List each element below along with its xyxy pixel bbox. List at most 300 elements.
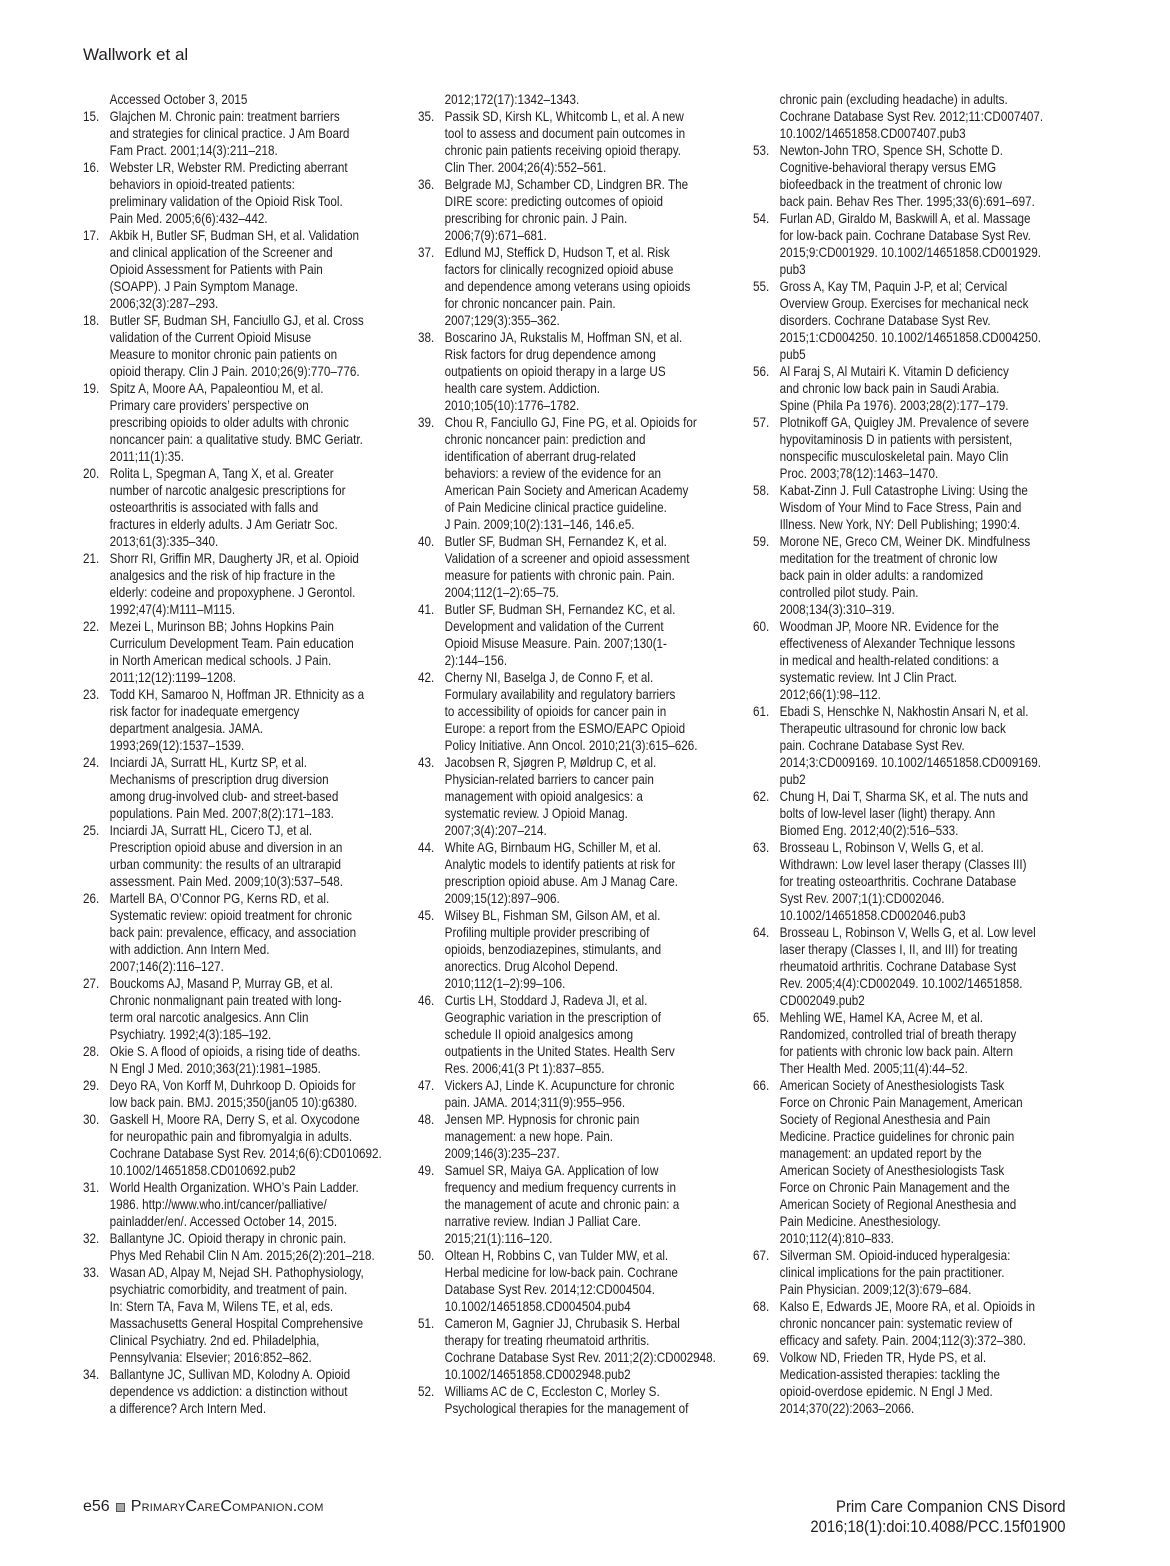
reference-text-line: Akbik H, Butler SF, Budman SH, et al. Validation [109,228,359,243]
reference-text-line: Jensen MP. Hypnosis for chronic pain [444,1112,640,1127]
reference-number: 58. [753,483,770,498]
reference-text-line: Silverman SM. Opioid-induced hyperalgesia: [779,1248,1011,1263]
reference-item [753,414,1080,482]
reference-text-line: Spine (Phila Pa 1976). 2003;28(2):177–179. [779,398,1009,413]
reference-item [83,1366,410,1417]
reference-number: 38. [418,330,435,345]
reference-text-line: Chou R, Fanciullo GJ, Fine PG, et al. Opioids for [444,415,697,430]
reference-number: 67. [753,1248,770,1263]
reference-text-line: CD002049.pub2 [779,993,865,1008]
reference-number: 68. [753,1299,770,1314]
reference-item [418,108,745,176]
reference-text-line: 10.1002/14651858.CD010692.pub2 [109,1163,296,1178]
reference-text-line: J Pain. 2009;10(2):131–146, 146.e5. [444,517,635,532]
reference-text-line: controlled pilot study. Pain. [779,585,919,600]
reference-text-line: 2006;7(9):671–681. [444,228,547,243]
reference-text-line: 2009;146(3):235–237. [444,1146,560,1161]
reference-number: 56. [753,364,770,379]
reference-text-line: 2010;112(4):810–833. [779,1231,894,1246]
reference-text-line: painladder/en/. Accessed October 14, 2015. [109,1214,338,1229]
reference-text-line: Analytic models to identify patients at risk for [444,857,676,872]
reference-item [418,414,745,533]
reference-text-line: department analgesia. JAMA. [109,721,264,736]
reference-text-line: 2007;3(4):207–214. [444,823,547,838]
reference-text-line: Overview Group. Exercises for mechanical neck [779,296,1029,311]
reference-text-line: chronic noncancer pain: systematic review of [779,1316,1013,1331]
reference-text-line: Wisdom of Your Mind to Face Stress, Pain and [779,500,1022,515]
reference-item [753,210,1080,278]
reference-text-line: hypovitaminosis D in patients with persistent, [779,432,1013,447]
reference-number: 29. [83,1078,100,1093]
reference-text-line: American Society of Regional Anesthesia and [779,1197,1017,1212]
reference-text-line: Accessed October 3, 2015 [109,92,248,107]
reference-text-line: Society of Regional Anesthesia and Pain [779,1112,991,1127]
reference-text-line: narrative review. Indian J Palliat Care. [444,1214,641,1229]
reference-text-line: Fam Pract. 2001;14(3):211–218. [109,143,278,158]
reference-text-line: preliminary validation of the Opioid Risk Tool. [109,194,343,209]
reference-item [753,142,1080,210]
reference-number: 54. [753,211,770,226]
reference-text-line: Validation of a screener and opioid assessment [444,551,690,566]
reference-number: 65. [753,1010,770,1025]
reference-text-line: Wilsey BL, Fishman SM, Gilson AM, et al. [444,908,661,923]
reference-text-line: Pain Physician. 2009;12(3):679–684. [779,1282,972,1297]
reference-text-line: number of narcotic analgesic prescriptions for [109,483,346,498]
reference-text-line: Development and validation of the Current [444,619,664,634]
reference-text-line: Chung H, Dai T, Sharma SK, et al. The nuts and [779,789,1029,804]
reference-text-line: and strategies for clinical practice. J Am Board [109,126,350,141]
reference-text-line: 2012;172(17):1342–1343. [444,92,580,107]
reference-text-line: disorders. Cochrane Database Syst Rev. [779,313,991,328]
reference-text-line: Oltean H, Robbins C, van Tulder MW, et al. [444,1248,669,1263]
reference-text-line: Okie S. A flood of opioids, a rising tide of deaths. [109,1044,361,1059]
reference-text-line: psychiatric comorbidity, and treatment of pain. [109,1282,348,1297]
reference-text-line: for neuropathic pain and fibromyalgia in adults. [109,1129,353,1144]
reference-text-line: assessment. Pain Med. 2009;10(3):537–548. [109,874,343,889]
reference-text-line: Massachusetts General Hospital Comprehensive [109,1316,364,1331]
reference-number: 37. [418,245,435,260]
reference-text-line: management with opioid analgesics: a [444,789,643,804]
reference-text-line: Illness. New York, NY: Dell Publishing; 1990:4. [779,517,1021,532]
reference-text-line: Inciardi JA, Surratt HL, Cicero TJ, et al. [109,823,313,838]
reference-text-line: Bouckoms AJ, Masand P, Murray GB, et al. [109,976,333,991]
reference-number: 52. [418,1384,435,1399]
reference-text-line: management: an updated report by the [779,1146,982,1161]
reference-text-line: pain. JAMA. 2014;311(9):955–956. [444,1095,626,1110]
reference-number: 60. [753,619,770,634]
reference-text-line: opioids, benzodiazepines, stimulants, and [444,942,662,957]
reference-text-line: laser therapy (Classes I, II, and III) for treating [779,942,1018,957]
reference-number: 64. [753,925,770,940]
reference-text-line: Geographic variation in the prescription of [444,1010,662,1025]
reference-text-line: Phys Med Rehabil Clin N Am. 2015;26(2):201–218. [109,1248,375,1263]
reference-text-line: Shorr RI, Griffin MR, Daugherty JR, et al. Opioid [109,551,359,566]
reference-item [83,227,410,312]
reference-text-line: Cognitive-behavioral therapy versus EMG [779,160,997,175]
reference-text-line: Edlund MJ, Steffick D, Hudson T, et al. Risk [444,245,670,260]
reference-text-line: Gaskell H, Moore RA, Derry S, et al. Oxycodone [109,1112,360,1127]
reference-text-line: chronic pain (excluding headache) in adults. [779,92,1008,107]
square-bullet-icon [116,1503,125,1512]
reference-text-line: urban community: the results of an ultrarapid [109,857,341,872]
reference-text-line: identification of aberrant drug-related [444,449,636,464]
reference-text-line: tool to assess and document pain outcomes in [444,126,686,141]
reference-text-line: Webster LR, Webster RM. Predicting aberrant [109,160,348,175]
reference-text-line: Curriculum Development Team. Pain education [109,636,354,651]
reference-item [83,159,410,227]
reference-text-line: validation of the Current Opioid Misuse [109,330,312,345]
reference-text-line: of Pain Medicine clinical practice guideline. [444,500,667,515]
reference-number: 49. [418,1163,435,1178]
reference-text-line: biofeedback in the treatment of chronic low [779,177,1002,192]
reference-item [753,703,1080,788]
reference-text-line: Pain Medicine. Anesthesiology. [779,1214,941,1229]
reference-number: 48. [418,1112,435,1127]
reference-text-line: opioid therapy. Clin J Pain. 2010;26(9):770–776. [109,364,360,379]
reference-item [418,839,745,907]
reference-text-line: Force on Chronic Pain Management and the [779,1180,1010,1195]
reference-text-line: nonspecific musculoskeletal pain. Mayo Clin [779,449,1009,464]
reference-text-line: 2011;12(12):1199–1208. [109,670,236,685]
reference-number: 19. [83,381,100,396]
reference-text-line: prescribing opioids to older adults with chronic [109,415,349,430]
reference-number: 36. [418,177,435,192]
reference-item [753,788,1080,839]
reference-text-line: health care system. Addiction. [444,381,600,396]
reference-text-line: Ther Health Med. 2005;11(4):44–52. [779,1061,968,1076]
reference-text-line: chronic noncancer pain: prediction and [444,432,646,447]
reference-text-line: 2008;134(3):310–319. [779,602,895,617]
reference-text-line: pain. Cochrane Database Syst Rev. [779,738,965,753]
reference-item [83,1264,410,1366]
reference-text-line: Proc. 2003;78(12):1463–1470. [779,466,939,481]
reference-text-line: low back pain. BMJ. 2015;350(jan05 10):g6380. [109,1095,358,1110]
reference-text-line: 1986. http://www.who.int/cancer/palliative/ [109,1197,327,1212]
reference-item [418,91,745,108]
reference-text-line: rheumatoid arthritis. Cochrane Database Syst [779,959,1017,974]
reference-number: 53. [753,143,770,158]
reference-text-line: and chronic low back pain in Saudi Arabia. [779,381,1000,396]
reference-item [418,244,745,329]
reference-text-line: American Society of Anesthesiologists Task [779,1078,1005,1093]
reference-text-line: fractures in elderly adults. J Am Geriatr Soc. [109,517,338,532]
reference-text-line: 10.1002/14651858.CD002046.pub3 [779,908,966,923]
reference-number: 42. [418,670,435,685]
reference-number: 28. [83,1044,100,1059]
reference-text-line: Wasan AD, Alpay M, Nejad SH. Pathophysiology, [109,1265,364,1280]
reference-number: 18. [83,313,100,328]
reference-item [418,1247,745,1315]
reference-text-line: Prescription opioid abuse and diversion in an [109,840,343,855]
reference-item [753,924,1080,1009]
reference-number: 61. [753,704,770,719]
reference-text-line: Al Faraj S, Al Mutairi K. Vitamin D deficiency [779,364,1009,379]
reference-item [83,754,410,822]
reference-number: 32. [83,1231,100,1246]
reference-item [418,669,745,754]
reference-text-line: Butler SF, Budman SH, Fernandez K, et al. [444,534,667,549]
reference-number: 31. [83,1180,100,1195]
reference-item [83,890,410,975]
reference-number: 30. [83,1112,100,1127]
reference-text-line: Cherny NI, Baselga J, de Conno F, et al. [444,670,654,685]
reference-text-line: Inciardi JA, Surratt HL, Kurtz SP, et al. [109,755,307,770]
reference-text-line: 10.1002/14651858.CD007407.pub3 [779,126,966,141]
reference-item [83,108,410,159]
reference-text-line: Furlan AD, Giraldo M, Baskwill A, et al. Massage [779,211,1031,226]
reference-text-line: pub2 [779,772,806,787]
reference-text-line: 2015;21(1):116–120. [444,1231,553,1246]
reference-text-line: populations. Pain Med. 2007;8(2):171–183. [109,806,334,821]
reference-text-line: efficacy and safety. Pain. 2004;112(3):372–380. [779,1333,1026,1348]
reference-text-line: Opioid Misuse Measure. Pain. 2007;130(1- [444,636,667,651]
reference-text-line: effectiveness of Alexander Technique lessons [779,636,1016,651]
reference-text-line: Kalso E, Edwards JE, Moore RA, et al. Opioids in [779,1299,1036,1314]
reference-text-line: behaviors: a review of the evidence for an [444,466,662,481]
reference-text-line: bolts of low-level laser (light) therapy. Ann [779,806,996,821]
reference-item [83,380,410,465]
reference-text-line: in North American medical schools. J Pain. [109,653,332,668]
reference-text-line: Williams AC de C, Eccleston C, Morley S. [444,1384,660,1399]
reference-text-line: N Engl J Med. 2010;363(21):1981–1985. [109,1061,321,1076]
reference-text-line: among drug-involved club- and street-based [109,789,339,804]
reference-text-line: prescribing for chronic pain. J Pain. [444,211,628,226]
reference-number: 35. [418,109,435,124]
reference-number: 55. [753,279,770,294]
reference-text-line: Butler SF, Budman SH, Fernandez KC, et al. [444,602,676,617]
reference-text-line: Formulary availability and regulatory barriers [444,687,676,702]
reference-item [753,363,1080,414]
reference-text-line: outpatients in the United States. Health Serv [444,1044,675,1059]
reference-text-line: Brosseau L, Robinson V, Wells G, et al. [779,840,984,855]
reference-item [418,176,745,244]
reference-text-line: measure for patients with chronic pain. Pain. [444,568,675,583]
reference-text-line: 2007;146(2):116–127. [109,959,224,974]
website-link[interactable]: PrimaryCareCompanion.com [130,1498,324,1515]
reference-text-line: outpatients on opioid therapy in a large US [444,364,666,379]
reference-text-line: back pain: prevalence, efficacy, and association [109,925,357,940]
reference-text-line: Kabat-Zinn J. Full Catastrophe Living: Using the [779,483,1028,498]
reference-text-line: to accessibility of opioids for cancer pain in [444,704,667,719]
reference-text-line: Herbal medicine for low-back pain. Cochrane [444,1265,678,1280]
reference-number: 25. [83,823,100,838]
reference-text-line: Syst Rev. 2007;1(1):CD002046. [779,891,945,906]
reference-number: 27. [83,976,100,991]
reference-text-line: Ballantyne JC. Opioid therapy in chronic pain. [109,1231,347,1246]
reference-number: 33. [83,1265,100,1280]
reference-item [753,1077,1080,1247]
reference-text-line: Clin Ther. 2004;26(4):552–561. [444,160,607,175]
reference-text-line: systematic review. J Opioid Manag. [444,806,628,821]
reference-text-line: back pain. Behav Res Ther. 1995;33(6):691–697. [779,194,1035,209]
reference-item [418,329,745,414]
reference-number: 23. [83,687,100,702]
reference-item [418,1315,745,1383]
reference-item [418,601,745,669]
reference-item [83,312,410,380]
reference-text-line: Woodman JP, Moore NR. Evidence for the [779,619,999,634]
reference-text-line: Samuel SR, Maiya GA. Application of low [444,1163,659,1178]
reference-text-line: World Health Organization. WHO’s Pain Ladder. [109,1180,359,1195]
reference-item [753,533,1080,618]
reference-item [753,482,1080,533]
reference-text-line: 2004;112(1–2):65–75. [444,585,559,600]
reference-item [753,1009,1080,1077]
reference-text-line: Pain Med. 2005;6(6):432–442. [109,211,268,226]
reference-number: 63. [753,840,770,855]
reference-text-line: Cochrane Database Syst Rev. 2014;6(6):CD010692. [109,1146,382,1161]
reference-text-line: Database Syst Rev. 2014;12:CD004504. [444,1282,656,1297]
reference-text-line: DIRE score: predicting outcomes of opioid [444,194,663,209]
reference-column-1 [83,91,410,1417]
reference-number: 51. [418,1316,435,1331]
reference-text-line: Europe: a report from the ESMO/EAPC Opioid [444,721,686,736]
reference-item [418,754,745,839]
reference-text-line: Butler SF, Budman SH, Fanciullo GJ, et al. Cross [109,313,364,328]
reference-text-line: pub5 [779,347,806,362]
reference-text-line: Pennsylvania: Elsevier; 2016:852–862. [109,1350,312,1365]
reference-text-line: Jacobsen R, Sjøgren P, Møldrup C, et al. [444,755,657,770]
reference-number: 47. [418,1078,435,1093]
reference-text-line: for patients with chronic low back pain. Altern [779,1044,1013,1059]
reference-text-line: White AG, Birnbaum HG, Schiller M, et al. [444,840,662,855]
reference-number: 17. [83,228,100,243]
reference-text-line: 2010;105(10):1776–1782. [444,398,580,413]
reference-number: 45. [418,908,435,923]
reference-text-line: with addiction. Ann Intern Med. [109,942,270,957]
reference-number: 24. [83,755,100,770]
reference-item [83,1230,410,1264]
reference-text-line: Withdrawn: Low level laser therapy (Classes III) [779,857,1027,872]
reference-text-line: American Pain Society and American Academy [444,483,689,498]
reference-text-line: anorectics. Drug Alcohol Depend. [444,959,619,974]
reference-text-line: Cochrane Database Syst Rev. 2011;2(2):CD002948. [444,1350,716,1365]
reference-item [753,91,1080,142]
reference-text-line: 2):144–156. [444,653,508,668]
reference-text-line: Newton-John TRO, Spence SH, Schotte D. [779,143,1003,158]
reference-text-line: 2014;3:CD009169. 10.1002/14651858.CD009169. [779,755,1041,770]
journal-name: Prim Care Companion CNS Disord [835,1498,1065,1516]
reference-text-line: term oral narcotic analgesics. Ann Clin [109,1010,309,1025]
reference-text-line: the management of acute and chronic pain: a [444,1197,680,1212]
reference-text-line: Cameron M, Gagnier JJ, Chrubasik S. Herbal [444,1316,680,1331]
reference-number: 59. [753,534,770,549]
reference-text-line: Policy Initiative. Ann Oncol. 2010;21(3):615–626. [444,738,698,753]
reference-item [753,1247,1080,1298]
reference-text-line: Brosseau L, Robinson V, Wells G, et al. Low level [779,925,1036,940]
reference-text-line: Mechanisms of prescription drug diversion [109,772,329,787]
reference-text-line: Medicine. Practice guidelines for chronic pain [779,1129,1015,1144]
reference-text-line: American Society of Anesthesiologists Task [779,1163,1005,1178]
reference-text-line: risk factor for inadequate emergency [109,704,300,719]
reference-text-line: systematic review. Int J Clin Pract. [779,670,958,685]
reference-number: 15. [83,109,100,124]
reference-item [83,91,410,108]
reference-text-line: Biomed Eng. 2012;40(2):516–533. [779,823,959,838]
reference-item [83,1043,410,1077]
page-number: e56 [83,1498,110,1515]
reference-text-line: noncancer pain: a qualitative study. BMC Geriatr. [109,432,363,447]
reference-text-line: schedule II opioid analgesics among [444,1027,634,1042]
reference-text-line: chronic pain patients receiving opioid therapy. [444,143,681,158]
reference-item [418,1162,745,1247]
reference-text-line: pub3 [779,262,806,277]
reference-text-line: 1992;47(4):M111–M115. [109,602,236,617]
reference-text-line: for low-back pain. Cochrane Database Syst Rev. [779,228,1031,243]
reference-item [753,278,1080,363]
reference-text-line: Therapeutic ultrasound for chronic low back [779,721,1006,736]
reference-text-line: Psychological therapies for the management of [444,1401,689,1416]
reference-number: 57. [753,415,770,430]
reference-item [83,465,410,550]
reference-number: 16. [83,160,100,175]
reference-text-line: 2013;61(3):335–340. [109,534,219,549]
reference-text-line: Ballantyne JC, Sullivan MD, Kolodny A. Opioid [109,1367,351,1382]
reference-item [753,839,1080,924]
reference-text-line: Morone NE, Greco CM, Weiner DK. Mindfulness [779,534,1031,549]
reference-text-line: Risk factors for drug dependence among [444,347,656,362]
reference-item [83,1077,410,1111]
reference-text-line: 10.1002/14651858.CD002948.pub2 [444,1367,631,1382]
reference-text-line: Profiling multiple provider prescribing of [444,925,650,940]
reference-text-line: Randomized, controlled trial of breath therapy [779,1027,1017,1042]
reference-number: 22. [83,619,100,634]
reference-number: 69. [753,1350,770,1365]
reference-number: 41. [418,602,435,617]
reference-text-line: 2015;1:CD004250. 10.1002/14651858.CD004250. [779,330,1041,345]
reference-text-line: frequency and medium frequency currents in [444,1180,676,1195]
reference-text-line: prescription opioid abuse. Am J Manag Care. [444,874,678,889]
reference-text-line: in medical and health-related conditions: a [779,653,999,668]
reference-text-line: elderly: codeine and propoxyphene. J Gerontol. [109,585,356,600]
doi-citation: 2016;18(1):doi:10.4088/PCC.15f01900 [809,1518,1065,1536]
reference-text-line: Cochrane Database Syst Rev. 2012;11:CD007407. [779,109,1044,124]
reference-text-line: Primary care providers’ perspective on [109,398,309,413]
reference-number: 66. [753,1078,770,1093]
reference-text-line: 2015;9:CD001929. 10.1002/14651858.CD001929. [779,245,1041,260]
reference-text-line: Glajchen M. Chronic pain: treatment barriers [109,109,340,124]
reference-text-line: Medication-assisted therapies: tackling the [779,1367,1000,1382]
reference-item [83,550,410,618]
running-head: Wallwork et al [83,45,189,64]
reference-number: 34. [83,1367,100,1382]
reference-number: 21. [83,551,100,566]
reference-text-line: 2012;66(1):98–112. [779,687,881,702]
reference-number: 20. [83,466,100,481]
reference-text-line: Mezei L, Murinson BB; Johns Hopkins Pain [109,619,334,634]
reference-column-3 [753,91,1080,1417]
reference-text-line: management: a new hope. Pain. [444,1129,613,1144]
reference-text-line: Spitz A, Moore AA, Papaleontiou M, et al. [109,381,324,396]
reference-item [83,618,410,686]
reference-text-line: Res. 2006;41(3 Pt 1):837–855. [444,1061,605,1076]
reference-item [83,1179,410,1230]
reference-text-line: back pain in older adults: a randomized [779,568,984,583]
reference-text-line: Psychiatry. 1992;4(3):185–192. [109,1027,272,1042]
reference-text-line: factors for clinically recognized opioid abuse [444,262,674,277]
reference-text-line: and clinical application of the Screener and [109,245,333,260]
reference-item [753,1349,1080,1417]
reference-text-line: Systematic review: opioid treatment for chronic [109,908,353,923]
reference-text-line: Force on Chronic Pain Management, American [779,1095,1023,1110]
reference-text-line: 2010;112(1–2):99–106. [444,976,566,991]
reference-item [83,686,410,754]
reference-item [83,1111,410,1179]
reference-text-line: and dependence among veterans using opioids [444,279,691,294]
reference-item [418,533,745,601]
reference-text-line: Martell BA, O’Connor PG, Kerns RD, et al. [109,891,330,906]
reference-text-line: Chronic nonmalignant pain treated with long- [109,993,342,1008]
